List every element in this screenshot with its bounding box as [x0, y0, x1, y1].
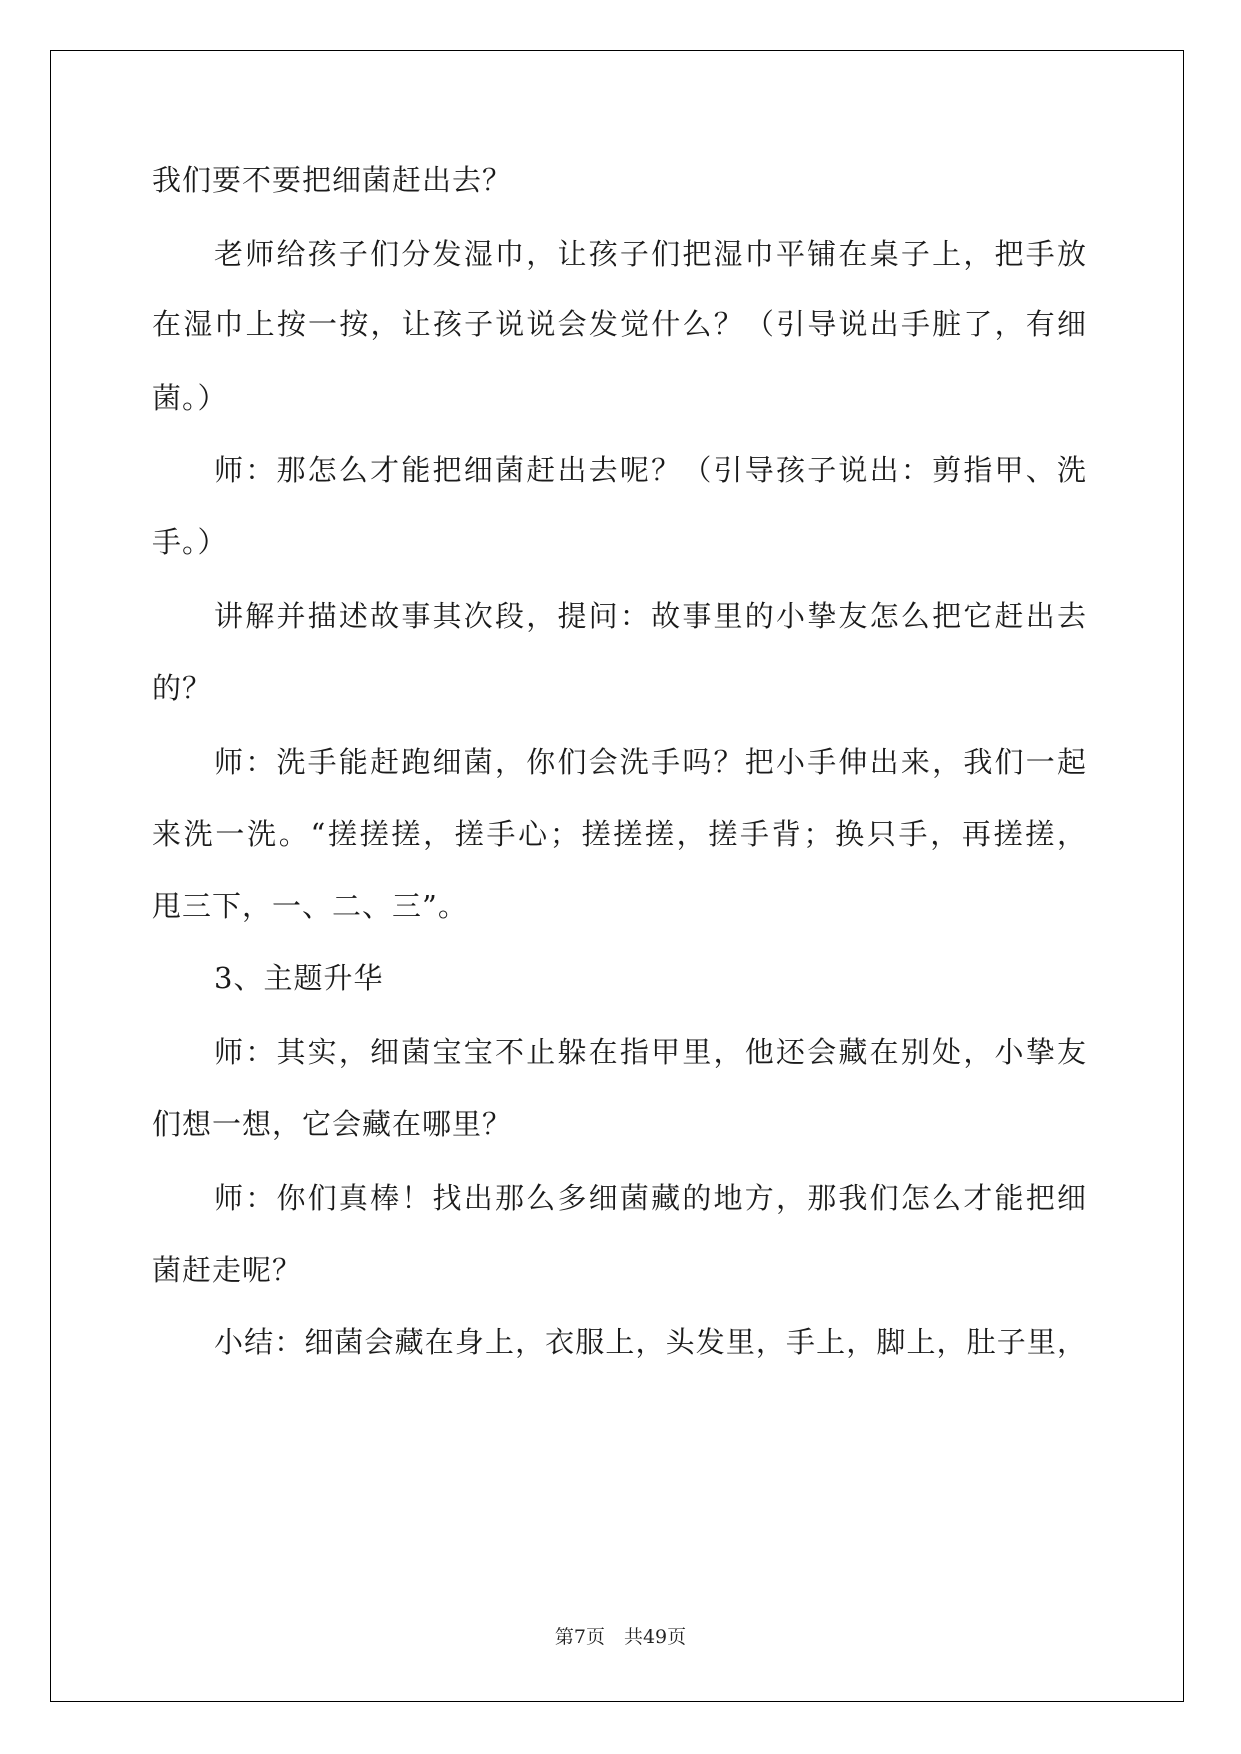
text-line: 师：其实，细菌宝宝不止躲在指甲里，他还会藏在别处，小挚友	[214, 1035, 1087, 1069]
text-line: 我们要不要把细菌赶出去？	[152, 163, 513, 197]
text-line: 在湿巾上按一按，让孩子说说会发觉什么？（引导说出手脏了，有细	[152, 307, 1087, 341]
text-line: 小结：细菌会藏在身上，衣服上，头发里，手上，脚上，肚子里，	[214, 1325, 1087, 1359]
text-line: 的？	[152, 671, 213, 705]
page-number-footer: 第7页 共49页	[554, 1626, 687, 1648]
text-line: 来洗一洗。“搓搓搓，搓手心；搓搓搓，搓手背；换只手，再搓搓，	[152, 817, 1087, 851]
text-line: 们想一想，它会藏在哪里？	[152, 1107, 513, 1141]
section-heading: 3、主题升华	[214, 961, 384, 995]
text-line: 老师给孩子们分发湿巾，让孩子们把湿巾平铺在桌子上，把手放	[214, 237, 1087, 271]
text-line: 师：那怎么才能把细菌赶出去呢？（引导孩子说出：剪指甲、洗	[214, 453, 1087, 487]
text-line: 菌。）	[152, 381, 228, 415]
text-line: 讲解并描述故事其次段，提问：故事里的小挚友怎么把它赶出去	[214, 599, 1087, 633]
page-border	[50, 50, 1184, 1702]
text-line: 甩三下，一、二、三”。	[152, 889, 468, 923]
text-line: 师：洗手能赶跑细菌，你们会洗手吗？把小手伸出来，我们一起	[214, 745, 1087, 779]
text-line: 菌赶走呢？	[152, 1253, 303, 1287]
text-line: 师：你们真棒！找出那么多细菌藏的地方，那我们怎么才能把细	[214, 1181, 1087, 1215]
text-line: 手。）	[152, 525, 228, 559]
